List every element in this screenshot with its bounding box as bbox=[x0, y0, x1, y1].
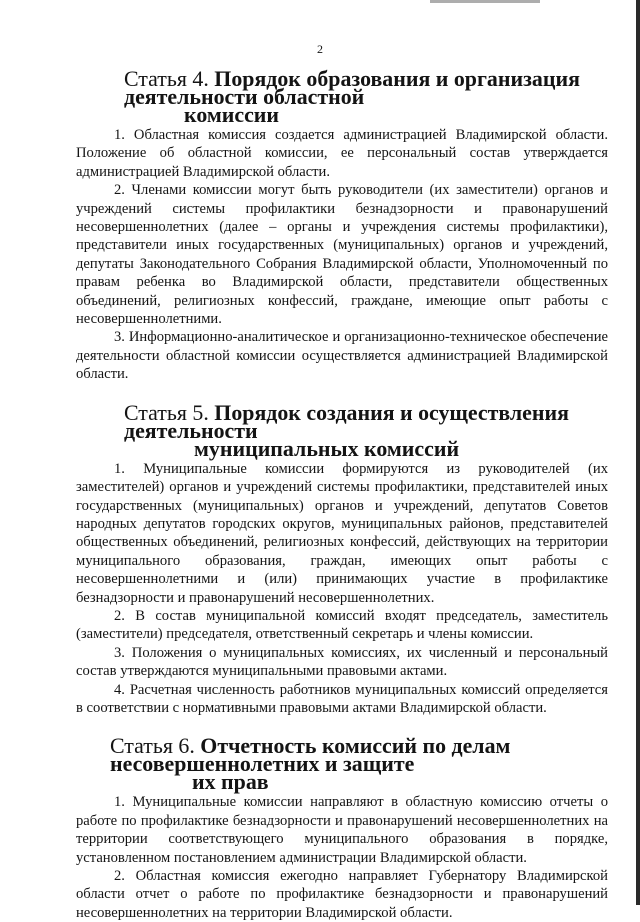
article-heading bbox=[76, 733, 608, 795]
paragraph: 1. Областная комиссия создается администрацией Владимирской области. Положение об областной комиссии, ее персональный состав утверждается администрацией Владимирской области. bbox=[76, 127, 608, 180]
article-title-continuation: их прав bbox=[192, 769, 269, 795]
paragraph: 3. Положения о муниципальных комиссиях, их численный и персональный состав утверждаются муниципальными правовыми актами. bbox=[76, 644, 608, 680]
article-title-continuation: комиссии bbox=[184, 102, 280, 127]
paragraph: 1. Муниципальные комиссии формируются из руководителей (их заместителей) органов и учреждений системы профилактики, представителей иных государственных (муниципальных) органов и учреждений, депутатов Советов народных депутатов городских округов, муниципальных районов, представителей общественных объединений, религиозных конфессий, действующих на территории муниципального образования, граждан, имеющих опыт работы с несовершеннолетними и (или) принимающих участие в профилактике безнадзорности и правонарушений несовершеннолетних. bbox=[76, 460, 608, 606]
page-number: 2 bbox=[317, 42, 323, 56]
article-title: Порядок создания и осуществления деятельности bbox=[124, 399, 569, 443]
paragraph: 1. Муниципальные комиссии направляют в областную комиссию отчеты о работе по профилактике безнадзорности и правонарушений несовершеннолетних на территории соответствующего муниципального образования в порядке, установленном постановлением администрации Владимирской области. bbox=[76, 794, 608, 866]
paragraph: 2. Членами комиссии могут быть руководители (их заместители) органов и учреждений системы профилактики безнадзорности и правонарушений несовершеннолетних (далее – органы и учреждения системы профилактики), представители иных государственных (муниципальных) органов и учреждений, депутаты Законодательного Собрания Владимирской области, Уполномоченный по правам ребенка во Владимирской области, представители общественных объединений, религиозных конфессий, граждане, имеющие опыт работы с несовершеннолетними. bbox=[76, 182, 608, 328]
article-title-continuation: муниципальных комиссий bbox=[194, 435, 460, 461]
article-6 bbox=[76, 733, 608, 922]
article-number: Статья 6. bbox=[110, 733, 195, 759]
article-title: Отчетность комиссий по делам несовершеннолетних и защите bbox=[110, 733, 511, 777]
article-number: Статья 4. bbox=[124, 66, 209, 91]
paragraph: 2. Областная комиссия ежегодно направляет Губернатору Владимирской области отчет о работе по профилактике безнадзорности и правонарушений несовершеннолетних на территории Владимирской области. bbox=[76, 868, 608, 921]
article-title: Порядок образования и организация деятельности областной bbox=[124, 66, 580, 109]
scan-artifact bbox=[430, 0, 540, 3]
document-body bbox=[76, 66, 608, 922]
paragraph: 2. В состав муниципальной комиссий входят председатель, заместитель (заместители) председателя, ответственный секретарь и члены комиссии. bbox=[76, 607, 608, 643]
paragraph: 3. Информационно-аналитическое и организационно-техническое обеспечение деятельности областной комиссии осуществляется администрацией Владимирской области. bbox=[76, 329, 608, 383]
article-heading bbox=[76, 66, 608, 127]
article-5 bbox=[76, 399, 608, 718]
paragraph: 4. Расчетная численность работников муниципальных комиссий определяется в соответствии с нормативными правовыми актами Владимирской области. bbox=[76, 681, 608, 716]
scan-edge bbox=[636, 0, 640, 905]
article-4 bbox=[76, 66, 608, 384]
article-heading bbox=[76, 399, 608, 461]
article-number: Статья 5. bbox=[124, 399, 209, 425]
